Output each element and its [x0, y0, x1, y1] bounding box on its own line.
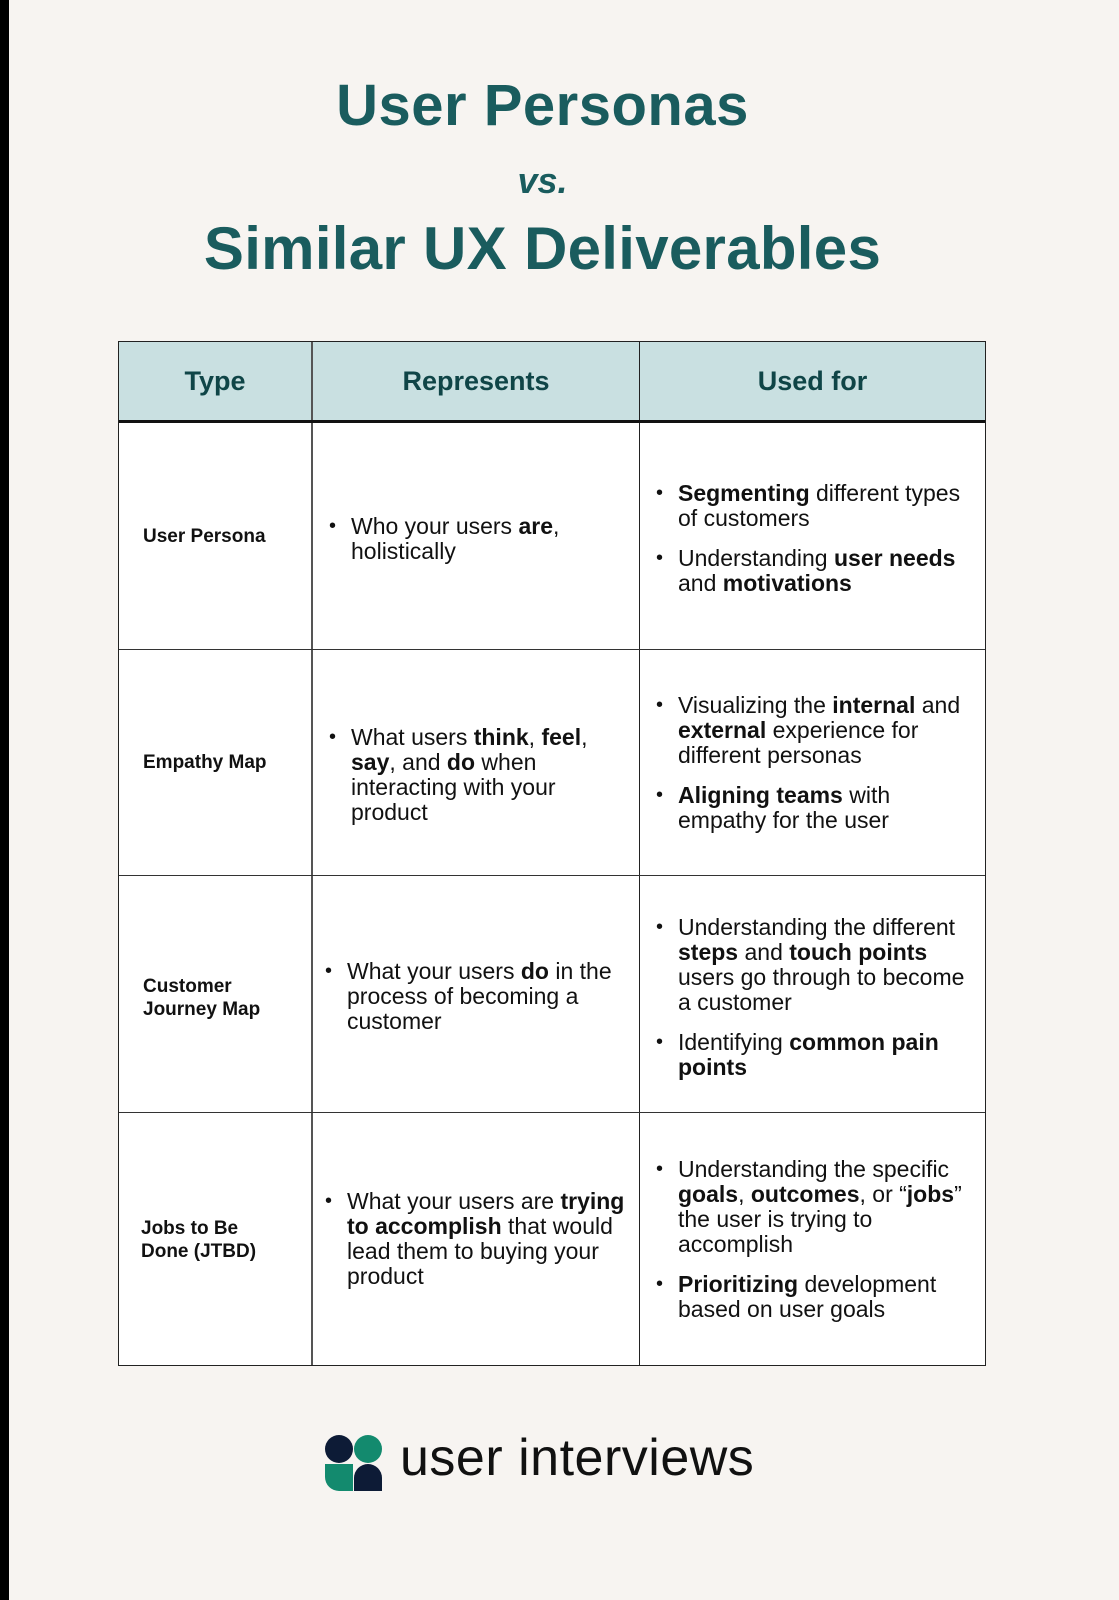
brand-wordmark: user interviews [400, 1429, 755, 1487]
header-used-for: Used for [757, 365, 868, 396]
represents-list [327, 514, 629, 564]
used-for-list [654, 693, 975, 833]
row-type: User Persona [143, 525, 266, 547]
header-represents: Represents [313, 342, 640, 420]
list-item: • What your users are trying to accomplish that would lead them to buying your product [347, 1189, 629, 1289]
used-for-list [654, 1157, 975, 1322]
list-item: • What users think, feel, say, and do when interacting with your product [351, 725, 629, 825]
table-row [119, 649, 985, 875]
table-header-row [119, 342, 985, 423]
page-title-vs: vs. [517, 160, 568, 201]
used-for-list [654, 481, 975, 596]
header-type: Type [119, 342, 313, 420]
represents-list [323, 1189, 629, 1289]
represents-list [327, 725, 629, 825]
list-item: • Who your users are, holistically [351, 514, 629, 564]
page-title-line1: User Personas [336, 73, 749, 138]
used-for-list [654, 915, 975, 1080]
table-row [119, 1112, 985, 1365]
list-item: • What your users do in the process of becoming a customer [347, 959, 629, 1034]
row-type: Jobs to Be Done (JTBD) [141, 1218, 257, 1262]
list-item: • Aligning teams with empathy for the user [678, 783, 975, 833]
user-interviews-logo-icon [325, 1435, 383, 1491]
page-title-line3: Similar UX Deliverables [203, 215, 882, 282]
list-item: • Prioritizing development based on user goals [678, 1272, 975, 1322]
table-row [119, 423, 985, 649]
list-item: • Understanding the specific goals, outcomes, or “jobs” the user is trying to accomplish [678, 1157, 975, 1257]
list-item: • Identifying common pain points [678, 1030, 975, 1080]
row-type: Empathy Map [143, 752, 267, 773]
list-item: • Understanding user needs and motivations [678, 546, 975, 596]
comparison-table [118, 341, 986, 1366]
list-item: • Visualizing the internal and external experience for different personas [678, 693, 975, 768]
represents-list [323, 959, 629, 1034]
row-type: Customer Journey Map [143, 976, 261, 1020]
list-item: • Segmenting different types of customers [678, 481, 975, 531]
table-row [119, 875, 985, 1112]
list-item: • Understanding the different steps and touch points users go through to become a customer [678, 915, 975, 1015]
